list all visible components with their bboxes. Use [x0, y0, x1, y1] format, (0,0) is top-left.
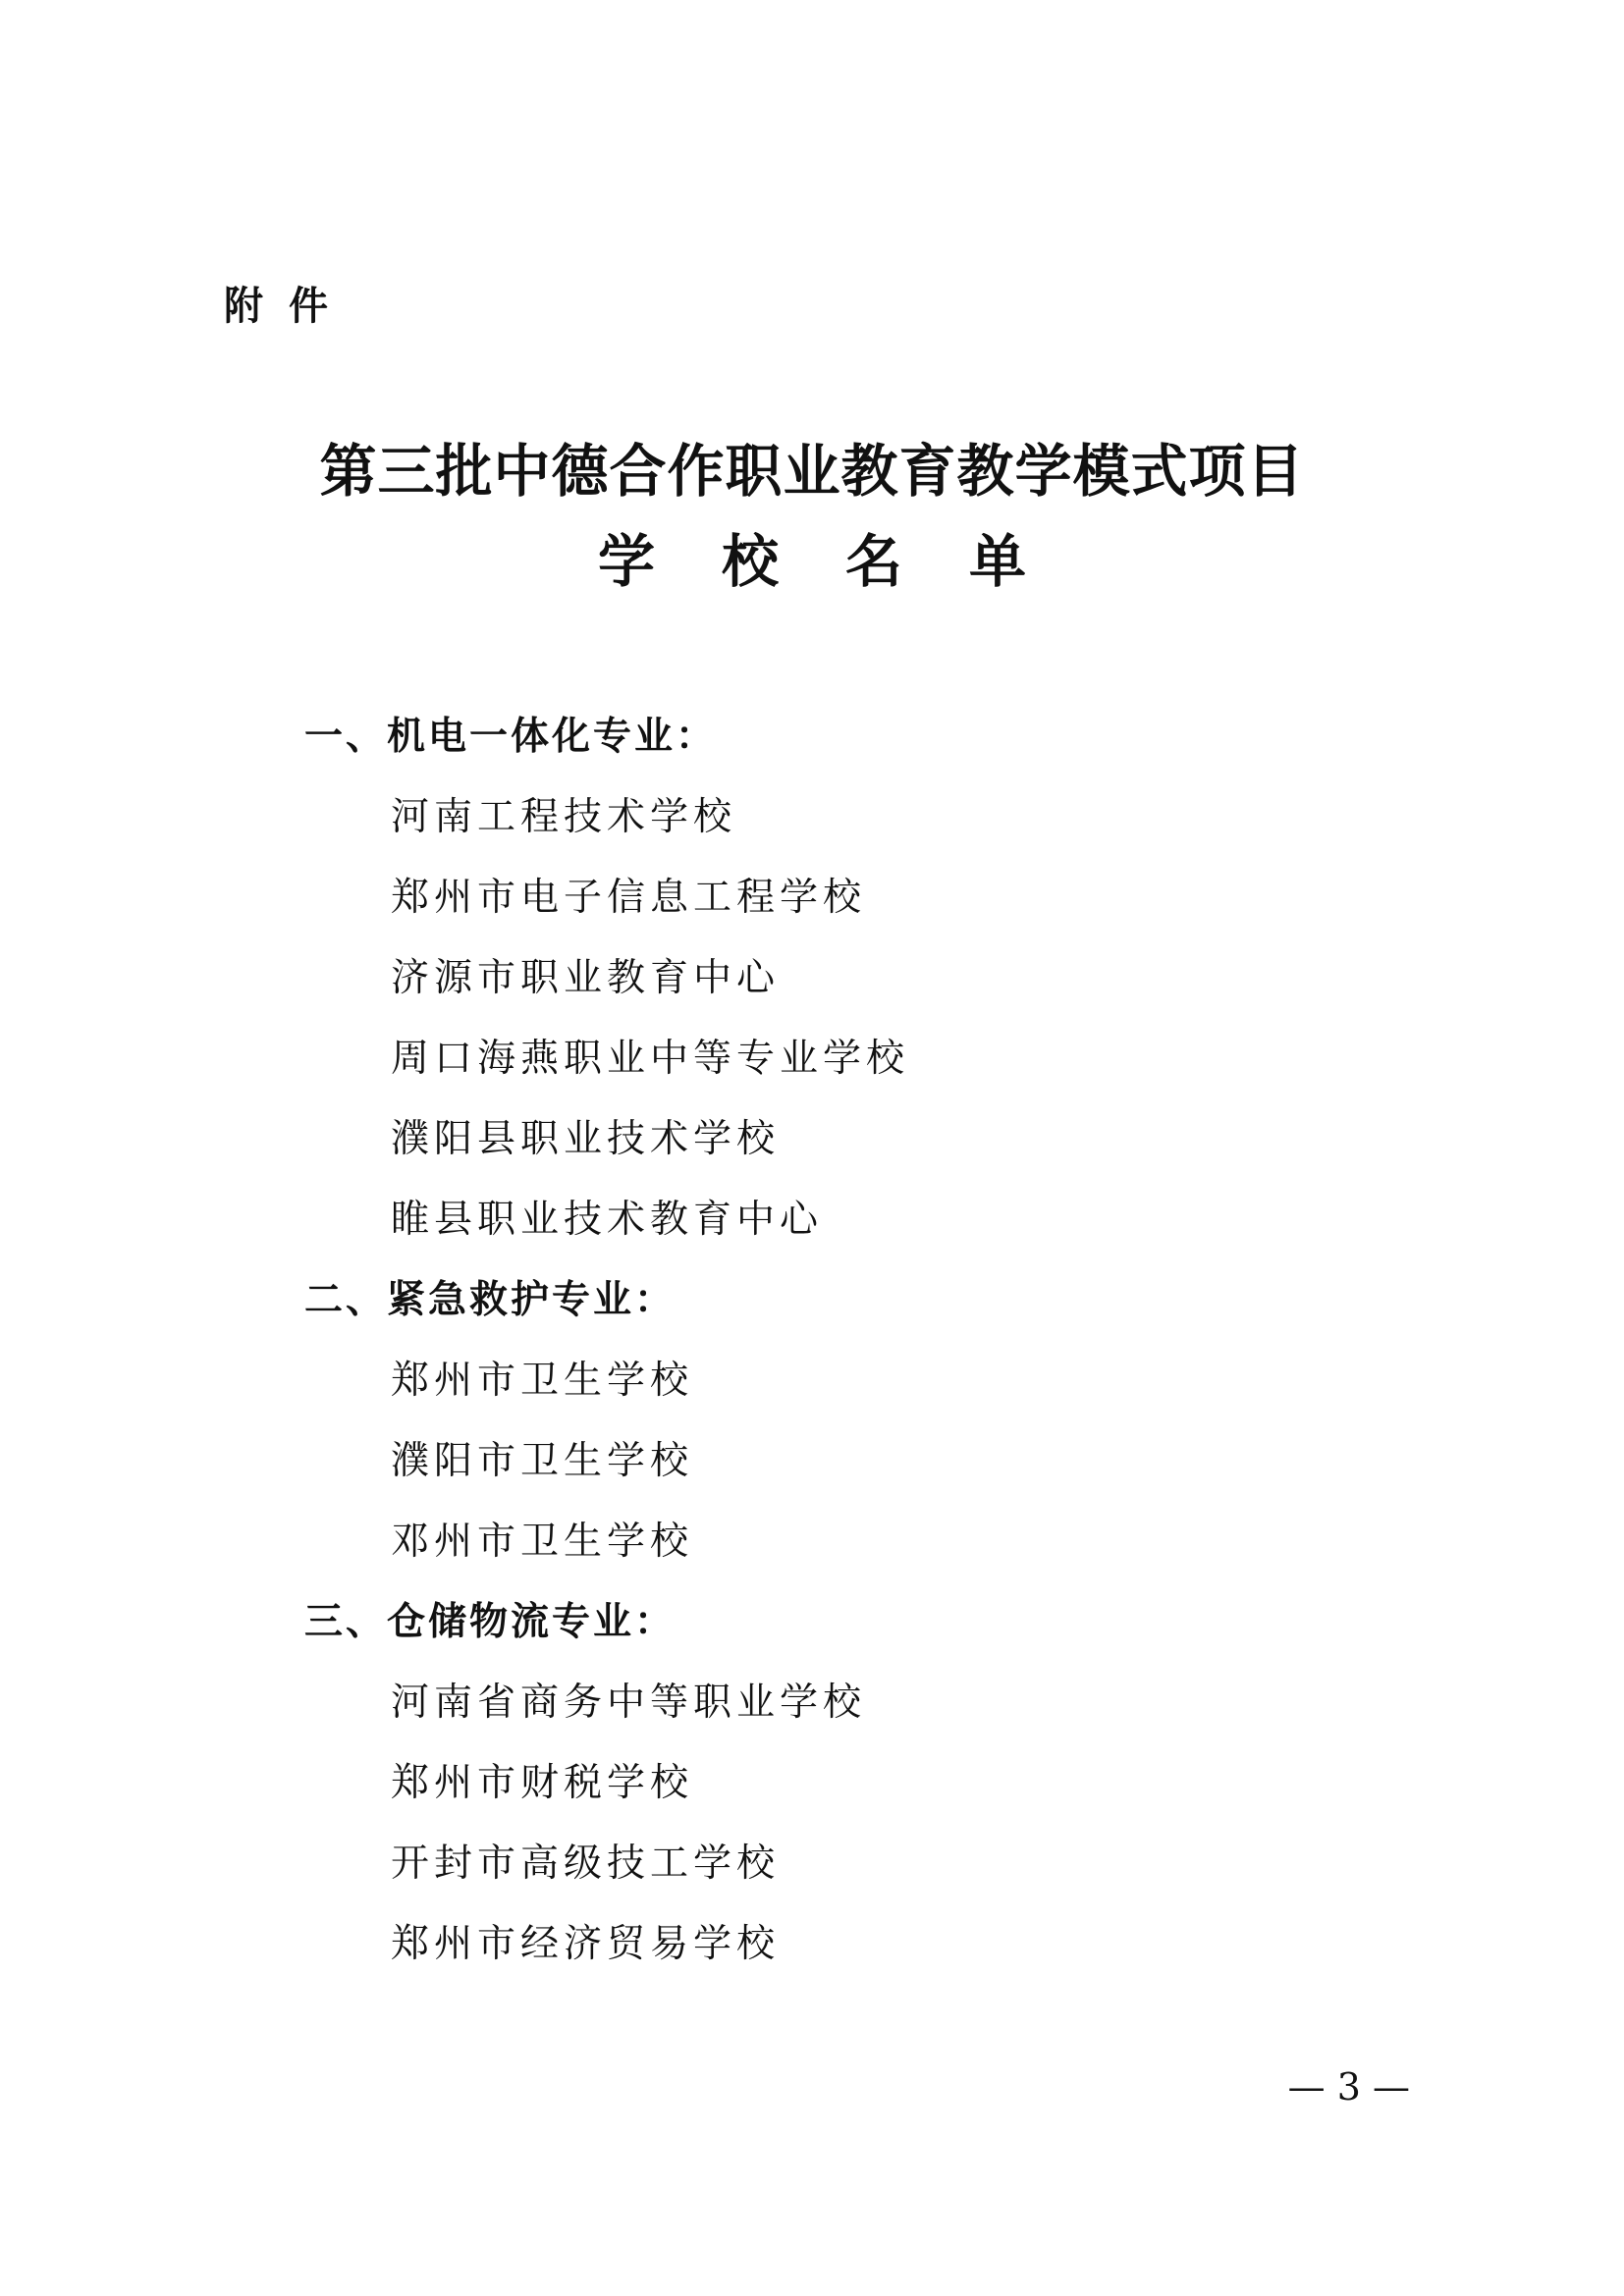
- school-item: 河南工程技术学校: [391, 795, 737, 839]
- page-number: — 3 —: [1287, 2065, 1410, 2109]
- school-item: 郑州市电子信息工程学校: [391, 876, 867, 920]
- section-heading-logistics: 三、仓储物流专业：: [304, 1600, 677, 1644]
- school-item: 开封市高级技工学校: [391, 1842, 781, 1886]
- attachment-label: 附件: [224, 284, 353, 329]
- school-item: 周口海燕职业中等专业学校: [391, 1037, 910, 1081]
- title-line-2: 学校名单: [597, 528, 1093, 595]
- school-item: 邓州市卫生学校: [391, 1520, 694, 1564]
- school-item: 济源市职业教育中心: [391, 956, 781, 1000]
- school-item: 濮阳市卫生学校: [391, 1439, 694, 1483]
- title-line-1: 第三批中德合作职业教育教学模式项目: [319, 438, 1305, 505]
- section-heading-emergency-care: 二、紧急救护专业：: [304, 1278, 677, 1322]
- school-list: [304, 697, 1384, 1985]
- section-heading-mechatronics: 一、机电一体化专业：: [304, 715, 718, 759]
- school-item: 郑州市卫生学校: [391, 1359, 694, 1403]
- school-item: 睢县职业技术教育中心: [391, 1198, 824, 1242]
- document-title: [0, 430, 1624, 603]
- school-item: 河南省商务中等职业学校: [391, 1681, 867, 1725]
- school-item: 郑州市财税学校: [391, 1761, 694, 1805]
- school-item: 郑州市经济贸易学校: [391, 1922, 781, 1966]
- school-item: 濮阳县职业技术学校: [391, 1117, 781, 1161]
